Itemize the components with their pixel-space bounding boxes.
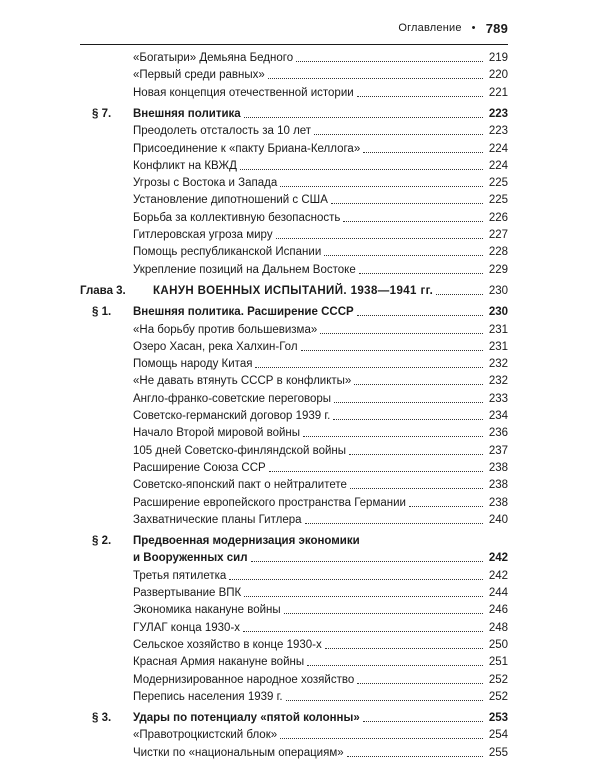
entry-title: Англо-франко-советские переговоры [133, 392, 332, 405]
toc-entry[interactable] [133, 388, 508, 406]
page-number: 238 [488, 461, 508, 474]
toc-entry[interactable] [133, 474, 508, 492]
page-number: 232 [488, 375, 508, 388]
page-number: 228 [488, 246, 508, 259]
toc-entry[interactable] [133, 582, 508, 600]
entry-title: Развертывание ВПК [133, 587, 242, 599]
page-number: 238 [488, 479, 508, 492]
dot-leader [354, 384, 483, 385]
dot-leader [280, 186, 483, 187]
toc-entry[interactable] [133, 138, 508, 156]
section-number: § 2. [92, 535, 112, 548]
running-header [80, 22, 508, 45]
section-number: § 3. [92, 712, 112, 725]
dot-leader [314, 134, 483, 135]
entry-title: Третья пятилетка [133, 569, 227, 582]
dot-leader [349, 454, 483, 455]
entry-title: Перепись населения 1939 г. [133, 690, 283, 703]
entry-title: Внешняя политика [133, 107, 241, 120]
entry-title: Присоединение к «пакту Бриана-Келлога» [133, 142, 361, 155]
toc-entry[interactable] [133, 669, 508, 687]
entry-title: Модернизированное народное хозяйство [133, 673, 355, 686]
entry-title: Новая концепция отечественной истории [133, 86, 354, 99]
toc-entry[interactable] [133, 599, 508, 617]
entry-title: Расширение Союза ССР [133, 461, 266, 474]
page-number: 251 [488, 656, 508, 669]
dot-leader [436, 294, 483, 295]
section-title: Предвоенная модернизация экономики [133, 535, 360, 548]
dot-leader [255, 367, 483, 368]
page-number: 248 [488, 621, 508, 634]
entry-title: «На борьбу против большевизма» [133, 323, 318, 336]
page-number: 231 [488, 323, 508, 336]
entry-title: Расширение европейского пространства Германии [133, 496, 406, 509]
dot-leader [343, 221, 483, 222]
page-number: 246 [488, 604, 508, 617]
dot-leader [357, 315, 483, 316]
dot-leader [276, 238, 483, 239]
toc-entry[interactable] [133, 336, 508, 354]
toc-entry[interactable] [133, 353, 508, 371]
dot-leader [305, 523, 483, 524]
entry-title: Конфликт на КВЖД [133, 159, 237, 172]
page-number: 236 [488, 427, 508, 440]
toc-entry[interactable] [133, 241, 508, 259]
dot-leader [359, 273, 483, 274]
page-number: 244 [488, 587, 508, 599]
toc-entry[interactable] [133, 370, 508, 388]
section-title-cont: и Вооруженных сил [133, 552, 248, 565]
chapter-title: КАНУН ВОЕННЫХ ИСПЫТАНИЙ. 1938—1941 гг. [153, 284, 434, 297]
entry-title: Угрозы с Востока и Запада [133, 177, 278, 190]
toc-entry[interactable] [133, 319, 508, 337]
toc-chapter[interactable] [80, 280, 508, 298]
dot-leader [301, 350, 483, 351]
toc-entry[interactable] [133, 82, 508, 100]
entry-title: Захватнические планы Гитлера [133, 513, 302, 526]
dot-leader [350, 488, 483, 489]
entry-title: Экономика накануне войны [133, 604, 281, 617]
dot-leader [296, 61, 483, 62]
dot-leader [268, 78, 483, 79]
entry-title: Помощь народу Китая [133, 358, 253, 371]
toc-entry[interactable] [133, 259, 508, 277]
toc-entry[interactable] [133, 686, 508, 704]
page-number: 227 [488, 229, 508, 241]
entry-title: Гитлеровская угроза миру [133, 229, 273, 241]
dot-leader [229, 579, 483, 580]
page-number: 232 [488, 358, 508, 371]
page-number: 223 [488, 107, 508, 120]
header-title: Оглавление [398, 22, 462, 34]
page-number: 225 [488, 194, 508, 207]
toc-entry[interactable] [133, 547, 508, 565]
toc-entry[interactable] [133, 634, 508, 652]
page-number: 233 [488, 392, 508, 405]
dot-leader [320, 333, 483, 334]
entry-title: Укрепление позиций на Дальнем Востоке [133, 263, 356, 276]
toc-entry[interactable] [133, 565, 508, 583]
dot-leader [240, 169, 483, 170]
dot-leader [357, 96, 483, 97]
page-number: 253 [488, 712, 508, 725]
entry-title: «Правотроцкистский блок» [133, 729, 278, 742]
toc-section[interactable] [92, 707, 508, 725]
entry-title: Красная Армия накануне войны [133, 656, 305, 669]
toc-entry[interactable] [133, 189, 508, 207]
toc-entry[interactable] [133, 172, 508, 190]
toc-section[interactable] [92, 301, 508, 319]
toc-entry[interactable] [133, 422, 508, 440]
entry-title: Преодолеть отсталость за 10 лет [133, 125, 312, 138]
page-number: 234 [488, 410, 508, 422]
entry-title: Начало Второй мировой войны [133, 427, 301, 440]
header-page-number: 789 [485, 21, 508, 36]
dot-leader [333, 419, 483, 420]
page-number: 242 [488, 552, 508, 565]
toc-entry[interactable] [133, 440, 508, 458]
entry-title: Советско-японский пакт о нейтралитете [133, 479, 347, 492]
entry-title: «Первый среди равных» [133, 69, 265, 82]
entry-title: «Не давать втянуть СССР в конфликты» [133, 375, 352, 388]
page-number: 242 [488, 569, 508, 582]
dot-leader [357, 683, 483, 684]
entry-title: Внешняя политика. Расширение СССР [133, 306, 354, 319]
dot-leader [331, 203, 483, 204]
page-number: 230 [488, 306, 508, 319]
page-number: 226 [488, 211, 508, 224]
section-number: § 7. [92, 107, 112, 120]
toc-section-heading [92, 530, 508, 548]
dot-leader [251, 561, 483, 562]
page-number: 224 [488, 159, 508, 172]
page-number: 223 [488, 125, 508, 138]
header-bullet: • [471, 22, 476, 34]
entry-title: Помощь республиканской Испании [133, 246, 322, 259]
toc-entry[interactable] [133, 207, 508, 225]
page-number: 255 [488, 746, 508, 759]
dot-leader [284, 613, 483, 614]
dot-leader [303, 436, 483, 437]
entry-title: Удары по потенциалу «пятой колонны» [133, 712, 360, 725]
toc-entry[interactable] [133, 457, 508, 475]
toc-entry[interactable] [133, 617, 508, 635]
entry-title: «Богатыри» Демьяна Бедного [133, 52, 294, 64]
entry-title: Борьба за коллективную безопасность [133, 211, 341, 224]
entry-title: Чистки по «национальным операциям» [133, 746, 344, 759]
toc-section[interactable] [92, 103, 508, 121]
page-number: 229 [488, 263, 508, 276]
entry-title: ГУЛАГ конца 1930-х [133, 621, 241, 634]
dot-leader [363, 721, 483, 722]
toc-entry[interactable] [133, 724, 508, 742]
page-number: 219 [488, 52, 508, 64]
page-number: 240 [488, 513, 508, 526]
page-number: 224 [488, 142, 508, 155]
page-number: 230 [488, 284, 508, 297]
dot-leader [243, 631, 483, 632]
entry-title: Озеро Хасан, река Халхин-Гол [133, 340, 298, 353]
page-number: 231 [488, 340, 508, 353]
page-number: 254 [488, 729, 508, 742]
toc-entry[interactable] [133, 405, 508, 423]
dot-leader [269, 471, 483, 472]
entry-title: Сельское хозяйство в конце 1930-х [133, 638, 322, 651]
toc-entry[interactable] [133, 224, 508, 242]
entry-title: 105 дней Советско-финляндской войны [133, 444, 347, 457]
dot-leader [324, 255, 483, 256]
page-number: 252 [488, 673, 508, 686]
toc-entry[interactable] [133, 64, 508, 82]
page-number: 250 [488, 638, 508, 651]
toc-entry[interactable] [133, 651, 508, 669]
dot-leader [280, 738, 483, 739]
page-number: 238 [488, 496, 508, 509]
chapter-number: Глава 3. [80, 284, 126, 297]
dot-leader [244, 596, 483, 597]
entry-title: Установление дипотношений с США [133, 194, 328, 207]
toc-entry[interactable] [133, 742, 508, 760]
dot-leader [363, 152, 483, 153]
toc-entry[interactable] [133, 492, 508, 510]
section-number: § 1. [92, 306, 112, 319]
dot-leader [347, 756, 483, 757]
page-number: 221 [488, 86, 508, 99]
toc-entry[interactable] [133, 509, 508, 527]
page-number: 252 [488, 690, 508, 703]
dot-leader [334, 402, 483, 403]
dot-leader [244, 117, 483, 118]
page-number: 225 [488, 177, 508, 190]
entry-title: Советско-германский договор 1939 г. [133, 410, 331, 422]
toc-entry[interactable] [133, 155, 508, 173]
dot-leader [409, 506, 483, 507]
toc-entry[interactable] [133, 47, 508, 65]
dot-leader [307, 665, 483, 666]
toc-entry[interactable] [133, 120, 508, 138]
page-number: 220 [488, 69, 508, 82]
page-number: 237 [488, 444, 508, 457]
dot-leader [325, 648, 483, 649]
dot-leader [286, 700, 483, 701]
